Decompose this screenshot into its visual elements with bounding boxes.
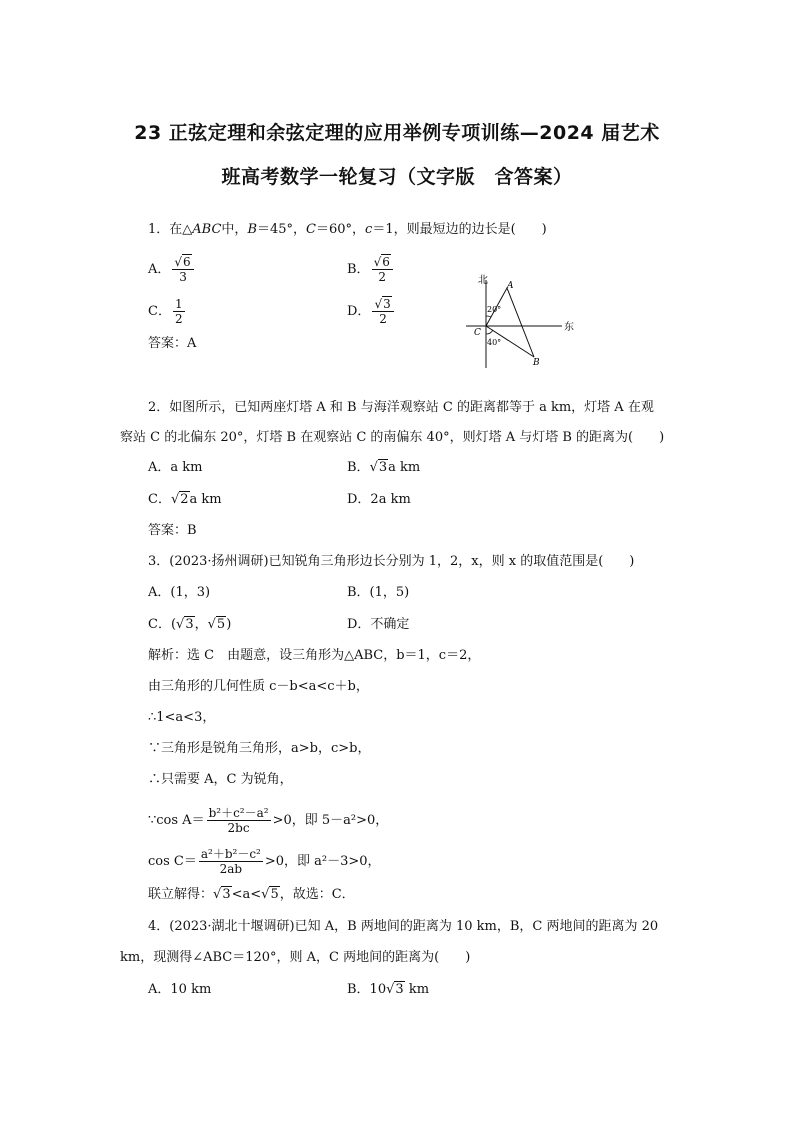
q2-option-c: C．√2a km: [148, 492, 222, 507]
q2-option-a: A．a km: [148, 460, 203, 475]
q3-option-b: B．(1，5): [347, 585, 410, 600]
segment-AB: [507, 288, 534, 357]
angle-arc-40: [486, 330, 493, 334]
q1-option-a: A． $\frac{√6}{3}$: [148, 255, 196, 284]
q3-solution-line-3: ∴1<a<3，: [148, 710, 216, 725]
east-label: 东: [564, 322, 574, 333]
q2-stem-line-1: 2．如图所示，已知两座灯塔 A 和 B 与海洋观察站 C 的距离都等于 a km，灯塔 A 在观: [148, 400, 654, 415]
point-b-label: B: [533, 358, 540, 368]
q3-solution-cos-a: ∵cos A＝ $\frac{\text{b²＋c²－a²}}{2bc}$ >0，即 5－a²>0，: [148, 806, 389, 835]
q2-stem-line-2: 察站 C 的北偏东 20°，灯塔 B 在观察站 C 的南偏东 40°，则灯塔 A 与灯塔 B 的距离为( ): [120, 430, 665, 445]
q2-option-b: B．√3a km: [347, 460, 421, 475]
point-c-label: C: [474, 328, 481, 338]
doc-title-line-1: 23 正弦定理和余弦定理的应用举例专项训练—2024 届艺术: [134, 122, 660, 144]
q3-option-c: C．(√3，√5): [148, 617, 232, 632]
q1-option-b: B． $\frac{√6}{2}$: [347, 255, 395, 284]
q1-option-d: D． $\frac{√3}{2}$: [347, 297, 396, 326]
q3-solution-line-5: ∴只需要 A，C 为锐角，: [148, 772, 293, 787]
q3-solution-conclusion: 联立解得：√3<a<√5，故选：C．: [148, 887, 355, 902]
q1-answer: 答案：A: [148, 336, 197, 351]
angle-40-label: 40°: [487, 338, 502, 347]
q3-solution-line-1: 解析：选 C 由题意，设三角形为△ABC，b＝1，c＝2，: [148, 648, 481, 663]
q2-answer: 答案：B: [148, 523, 197, 538]
q4-stem-line-1: 4．(2023·湖北十堰调研)已知 A，B 两地间的距离为 10 km，B，C 两地间的距离为 20: [148, 919, 659, 934]
q2-option-d: D．2a km: [347, 492, 411, 507]
q1-stem: 1．在△ABC中，B＝45°，C＝60°，c＝1，则最短边的边长是( ): [148, 222, 547, 237]
q3-solution-line-4: ∵三角形是锐角三角形，a>b，c>b，: [148, 741, 371, 756]
lighthouse-figure: [462, 268, 587, 373]
q4-option-b: B．10√3 km: [347, 982, 430, 997]
angle-arc-20: [486, 316, 491, 317]
q3-option-a: A．(1，3): [148, 585, 211, 600]
q3-solution-line-2: 由三角形的几何性质 c－b<a<c＋b，: [148, 679, 369, 694]
q4-option-a: A．10 km: [148, 982, 212, 997]
point-a-label: A: [507, 281, 514, 291]
q3-solution-cos-c: cos C＝ $\frac{\text{a²＋b²－c²}}{2ab}$ >0，即 a²－3>0，: [148, 847, 381, 876]
q4-stem-line-2: km，现测得∠ABC＝120°，则 A，C 两地间的距离为( ): [120, 950, 471, 965]
angle-20-label: 20°: [487, 305, 502, 314]
q1-option-c: C． $\frac{1}{2}$: [148, 297, 183, 326]
q3-option-d: D．不确定: [347, 617, 410, 632]
q3-stem: 3．(2023·扬州调研)已知锐角三角形边长分别为 1，2，x，则 x 的取值范围是( ): [148, 554, 635, 569]
north-label: 北: [478, 275, 488, 286]
doc-title-line-2: 班高考数学一轮复习（文字版 含答案）: [221, 166, 573, 188]
